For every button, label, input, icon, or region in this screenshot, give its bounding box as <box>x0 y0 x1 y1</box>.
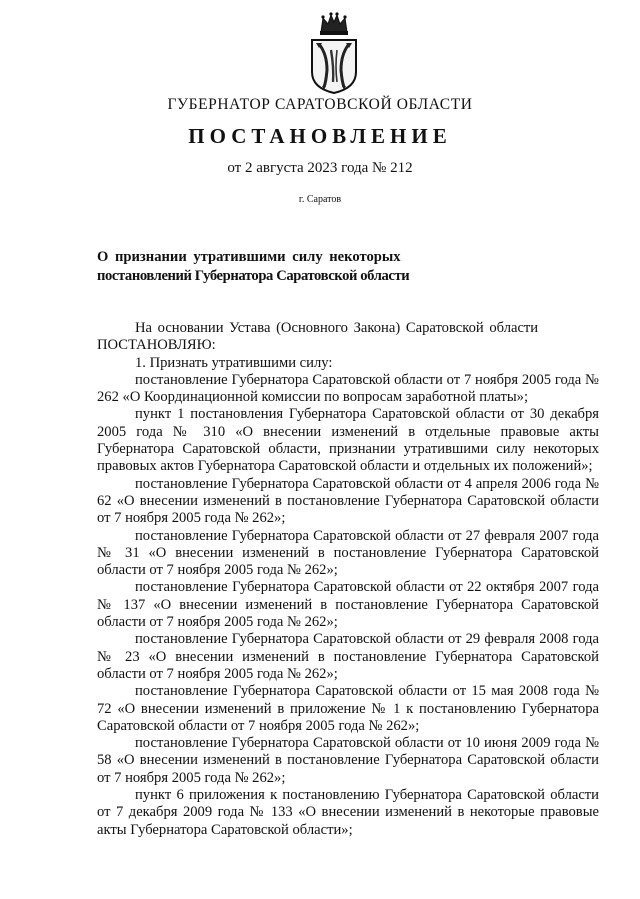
subject-line-2: постановлений Губернатора Саратовской области <box>97 268 410 284</box>
act-paragraph: постановление Губернатора Саратовской области от 7 ноября 2005 года № 262 «О Координационной комиссии по вопросам заработной платы»; <box>97 371 599 406</box>
act-paragraph: пункт 6 приложения к постановлению Губернатора Саратовской области от 7 декабря 2009 года № 133 «О внесении изменений в некоторые правовые акты Губернатора Саратовской области»; <box>97 787 599 838</box>
act-paragraph: постановление Губернатора Саратовской области от 15 мая 2008 года № 72 «О внесении изменений в приложение № 1 к постановлению Губернатора Саратовской области от 7 ноября 2005 года № 262»; <box>97 683 599 734</box>
act-paragraph: пункт 1 постановления Губернатора Саратовской области от 30 декабря 2005 года № 310 «О внесении изменений в отдельные правовые акты Губернатора Саратовской области, признании утратившими силу некоторых правовых актов Губернатора Саратовской области и отдельных их положений»; <box>97 406 599 475</box>
decree-word: ПОСТАНОВЛЯЮ: <box>97 337 216 354</box>
document-body <box>97 320 599 839</box>
preamble-paragraph: На основании Устава (Основного Закона) Саратовской области <box>135 320 539 336</box>
item-1-heading: 1. Признать утратившими силу: <box>135 354 333 371</box>
saratov-coat-of-arms-icon <box>305 10 363 94</box>
document-date-number: от 2 августа 2023 года № 212 <box>227 160 413 176</box>
document-subject <box>97 248 427 286</box>
subject-line-1: О признании утратившими силу некоторых <box>97 249 401 265</box>
act-paragraph: постановление Губернатора Саратовской области от 22 октября 2007 года № 137 «О внесении изменений в постановление Губернатора Саратовской области от 7 ноября 2005 года № 262»; <box>97 579 599 631</box>
document-type-title: ПОСТАНОВЛЕНИЕ <box>188 124 452 148</box>
act-paragraph: постановление Губернатора Саратовской области от 29 февраля 2008 года № 23 «О внесении изменений в постановление Губернатора Саратовской области от 7 ноября 2005 года № 262»; <box>97 631 599 682</box>
document-city: г. Саратов <box>298 194 342 205</box>
issuer-title: ГУБЕРНАТОР САРАТОВСКОЙ ОБЛАСТИ <box>167 96 473 113</box>
act-paragraph: постановление Губернатора Саратовской области от 27 февраля 2007 года № 31 «О внесении изменений в постановление Губернатора Саратовской области от 7 ноября 2005 года № 262»; <box>97 527 599 579</box>
act-paragraph: постановление Губернатора Саратовской области от 10 июня 2009 года № 58 «О внесении изменений в постановление Губернатора Саратовской области от 7 ноября 2005 года № 262»; <box>97 735 599 786</box>
act-paragraph: постановление Губернатора Саратовской области от 4 апреля 2006 года № 62 «О внесении изменений в постановление Губернатора Саратовской области от 7 ноября 2005 года № 262»; <box>97 475 599 527</box>
